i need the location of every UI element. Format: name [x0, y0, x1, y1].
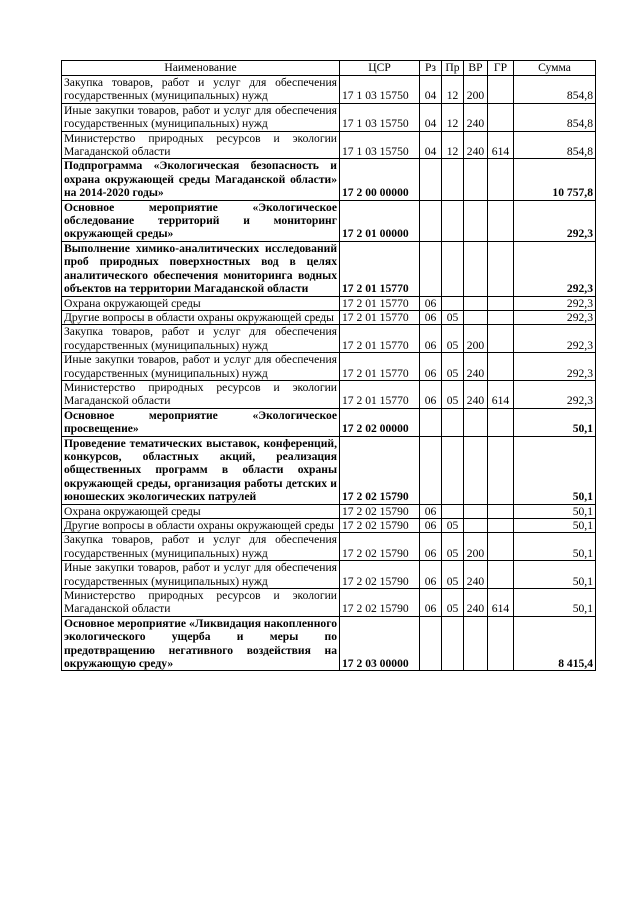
row-vr [464, 408, 488, 436]
row-vr: 240 [464, 380, 488, 408]
row-rz: 06 [420, 589, 442, 617]
table-row [62, 589, 596, 617]
row-rz: 06 [420, 310, 442, 324]
row-sum: 50,1 [514, 589, 596, 617]
row-rz [420, 616, 442, 671]
row-vr [464, 436, 488, 504]
row-gr [488, 159, 514, 200]
row-rz: 06 [420, 296, 442, 310]
row-sum: 292,3 [514, 241, 596, 296]
row-name: Министерство природных ресурсов и экологии Магаданской области [62, 589, 340, 617]
column-header-rz: Рз [420, 61, 442, 76]
row-name: Закупка товаров, работ и услуг для обеспечения государственных (муниципальных) нужд [62, 76, 340, 104]
row-csr: 17 2 01 15770 [340, 380, 420, 408]
row-csr: 17 2 01 15770 [340, 353, 420, 381]
column-header-sum: Сумма [514, 61, 596, 76]
row-rz [420, 408, 442, 436]
table-row [62, 353, 596, 381]
row-vr [464, 159, 488, 200]
row-name: Другие вопросы в области охраны окружающей среды [62, 310, 340, 324]
row-pr [442, 408, 464, 436]
row-sum: 50,1 [514, 519, 596, 533]
row-csr: 17 2 02 15790 [340, 519, 420, 533]
row-pr: 05 [442, 353, 464, 381]
row-vr [464, 296, 488, 310]
row-gr [488, 519, 514, 533]
row-pr: 12 [442, 76, 464, 104]
row-name: Основное мероприятие «Ликвидация накопленного экологического ущерба и меры по предотвращению негативного воздействия на окружающую среду» [62, 616, 340, 671]
table-header-row [62, 61, 596, 76]
row-sum: 50,1 [514, 408, 596, 436]
row-rz: 06 [420, 504, 442, 518]
row-gr: 614 [488, 589, 514, 617]
row-pr [442, 504, 464, 518]
table-row [62, 561, 596, 589]
table-row [62, 131, 596, 159]
row-vr: 200 [464, 533, 488, 561]
row-name: Охрана окружающей среды [62, 504, 340, 518]
row-sum: 10 757,8 [514, 159, 596, 200]
row-pr [442, 159, 464, 200]
row-gr [488, 436, 514, 504]
row-rz: 06 [420, 353, 442, 381]
row-csr: 17 1 03 15750 [340, 103, 420, 131]
row-csr: 17 1 03 15750 [340, 131, 420, 159]
row-sum: 50,1 [514, 504, 596, 518]
row-csr: 17 2 03 00000 [340, 616, 420, 671]
row-gr [488, 616, 514, 671]
row-vr: 240 [464, 561, 488, 589]
table-row [62, 533, 596, 561]
row-csr: 17 2 00 00000 [340, 159, 420, 200]
table-row [62, 504, 596, 518]
column-header-name: Наименование [62, 61, 340, 76]
row-pr: 05 [442, 519, 464, 533]
column-header-csr: ЦСР [340, 61, 420, 76]
row-csr: 17 2 02 15790 [340, 504, 420, 518]
table-body [62, 76, 596, 671]
row-vr [464, 504, 488, 518]
row-pr: 05 [442, 589, 464, 617]
row-csr: 17 2 02 15790 [340, 589, 420, 617]
row-pr: 05 [442, 533, 464, 561]
table-row [62, 296, 596, 310]
row-gr: 614 [488, 380, 514, 408]
row-rz: 04 [420, 103, 442, 131]
row-name: Другие вопросы в области охраны окружающей среды [62, 519, 340, 533]
row-rz: 06 [420, 325, 442, 353]
row-name: Закупка товаров, работ и услуг для обеспечения государственных (муниципальных) нужд [62, 533, 340, 561]
row-name: Основное мероприятие «Экологическое обследование территорий и мониторинг окружающей среды» [62, 200, 340, 241]
row-sum: 292,3 [514, 296, 596, 310]
row-rz: 06 [420, 380, 442, 408]
table-row [62, 159, 596, 200]
column-header-vr: ВР [464, 61, 488, 76]
row-name: Иные закупки товаров, работ и услуг для обеспечения государственных (муниципальных) нужд [62, 103, 340, 131]
row-vr [464, 519, 488, 533]
row-rz: 04 [420, 76, 442, 104]
row-csr: 17 2 02 15790 [340, 436, 420, 504]
row-name: Иные закупки товаров, работ и услуг для обеспечения государственных (муниципальных) нужд [62, 353, 340, 381]
row-sum: 50,1 [514, 533, 596, 561]
table-row [62, 200, 596, 241]
row-gr [488, 353, 514, 381]
row-pr [442, 436, 464, 504]
row-pr [442, 296, 464, 310]
row-csr: 17 1 03 15750 [340, 76, 420, 104]
row-name: Подпрограмма «Экологическая безопасность и охрана окружающей среды Магаданской области» на 2014-2020 годы» [62, 159, 340, 200]
row-rz: 06 [420, 561, 442, 589]
row-sum: 854,8 [514, 76, 596, 104]
table-row [62, 310, 596, 324]
row-vr: 240 [464, 103, 488, 131]
row-gr [488, 325, 514, 353]
row-csr: 17 2 01 15770 [340, 325, 420, 353]
row-gr [488, 200, 514, 241]
row-sum: 292,3 [514, 353, 596, 381]
row-csr: 17 2 02 15790 [340, 561, 420, 589]
table-row [62, 241, 596, 296]
row-csr: 17 2 01 00000 [340, 200, 420, 241]
row-rz: 06 [420, 533, 442, 561]
row-name: Иные закупки товаров, работ и услуг для обеспечения государственных (муниципальных) нужд [62, 561, 340, 589]
row-gr [488, 241, 514, 296]
row-name: Министерство природных ресурсов и экологии Магаданской области [62, 380, 340, 408]
row-gr [488, 533, 514, 561]
row-pr: 05 [442, 310, 464, 324]
row-pr: 12 [442, 131, 464, 159]
row-vr [464, 200, 488, 241]
row-sum: 292,3 [514, 325, 596, 353]
table-row [62, 380, 596, 408]
table-row [62, 408, 596, 436]
row-gr [488, 76, 514, 104]
row-csr: 17 2 01 15770 [340, 296, 420, 310]
row-pr [442, 616, 464, 671]
row-name: Охрана окружающей среды [62, 296, 340, 310]
table-row [62, 519, 596, 533]
row-rz: 06 [420, 519, 442, 533]
row-rz [420, 241, 442, 296]
row-rz: 04 [420, 131, 442, 159]
row-vr [464, 616, 488, 671]
budget-table [61, 60, 596, 671]
row-sum: 8 415,4 [514, 616, 596, 671]
row-csr: 17 2 02 15790 [340, 533, 420, 561]
row-gr [488, 296, 514, 310]
row-gr [488, 504, 514, 518]
row-gr [488, 310, 514, 324]
row-gr [488, 561, 514, 589]
row-sum: 854,8 [514, 131, 596, 159]
row-rz [420, 159, 442, 200]
row-vr: 240 [464, 353, 488, 381]
table-row [62, 325, 596, 353]
row-vr: 240 [464, 131, 488, 159]
table-row [62, 76, 596, 104]
row-name: Министерство природных ресурсов и экологии Магаданской области [62, 131, 340, 159]
row-vr [464, 310, 488, 324]
row-gr [488, 103, 514, 131]
row-gr [488, 408, 514, 436]
table-row [62, 616, 596, 671]
row-vr: 240 [464, 589, 488, 617]
row-csr: 17 2 01 15770 [340, 310, 420, 324]
column-header-pr: Пр [442, 61, 464, 76]
row-pr: 05 [442, 325, 464, 353]
row-name: Проведение тематических выставок, конференций, конкурсов, областных акций, реализация общественных программ в области охраны окружающей среды, организация работы детских и юношеских экологических патрулей [62, 436, 340, 504]
row-name: Закупка товаров, работ и услуг для обеспечения государственных (муниципальных) нужд [62, 325, 340, 353]
row-csr: 17 2 02 00000 [340, 408, 420, 436]
row-vr [464, 241, 488, 296]
row-sum: 292,3 [514, 310, 596, 324]
row-csr: 17 2 01 15770 [340, 241, 420, 296]
row-vr: 200 [464, 76, 488, 104]
row-sum: 50,1 [514, 436, 596, 504]
row-pr: 12 [442, 103, 464, 131]
table-row [62, 436, 596, 504]
row-vr: 200 [464, 325, 488, 353]
row-name: Основное мероприятие «Экологическое просвещение» [62, 408, 340, 436]
row-rz [420, 436, 442, 504]
row-gr: 614 [488, 131, 514, 159]
row-sum: 854,8 [514, 103, 596, 131]
row-pr: 05 [442, 380, 464, 408]
row-sum: 50,1 [514, 561, 596, 589]
row-pr: 05 [442, 561, 464, 589]
table-row [62, 103, 596, 131]
row-pr [442, 200, 464, 241]
row-sum: 292,3 [514, 200, 596, 241]
row-pr [442, 241, 464, 296]
column-header-gr: ГР [488, 61, 514, 76]
row-rz [420, 200, 442, 241]
row-name: Выполнение химико-аналитических исследований проб природных поверхностных вод в целях аналитического обеспечения мониторинга водных объектов на территории Магаданской области [62, 241, 340, 296]
row-sum: 292,3 [514, 380, 596, 408]
